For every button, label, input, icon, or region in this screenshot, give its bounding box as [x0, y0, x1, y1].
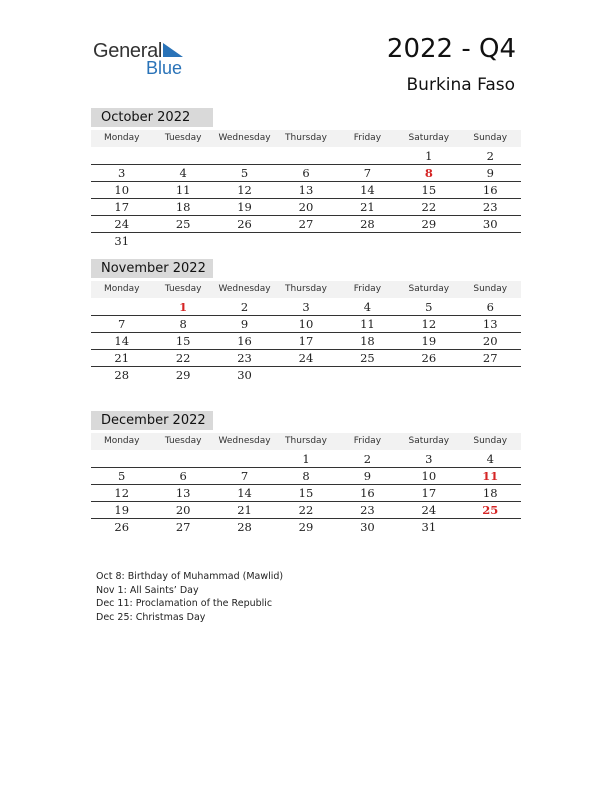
- day-cell: 2: [486, 149, 494, 163]
- day-cell: [337, 148, 398, 164]
- weekday-label: Sunday: [473, 436, 508, 446]
- day-cell: 26: [114, 520, 130, 534]
- month-title: October 2022: [91, 108, 213, 127]
- day-cell: 9: [363, 469, 372, 483]
- weekday-label: Tuesday: [164, 133, 202, 143]
- day-cell: 28: [360, 217, 375, 231]
- day-cell: 17: [298, 334, 314, 348]
- day-cell: 20: [175, 503, 191, 517]
- day-cell: 10: [298, 317, 314, 331]
- month-october: [91, 108, 521, 249]
- day-cell: 5: [425, 300, 433, 314]
- day-cell: 22: [298, 503, 314, 517]
- day-cell: 31: [421, 520, 437, 534]
- day-cell: 16: [482, 183, 498, 197]
- day-cell: 10: [421, 469, 437, 483]
- week-row: [91, 519, 521, 535]
- weekday-header: [91, 281, 521, 298]
- week-row: [91, 148, 521, 165]
- day-cell: [91, 451, 152, 467]
- weekday-label: Monday: [103, 284, 140, 294]
- weekday-label: Monday: [103, 133, 140, 143]
- day-cell: 13: [482, 317, 498, 331]
- day-cell: 29: [421, 217, 437, 231]
- day-cell: 6: [179, 469, 187, 483]
- day-cell: 6: [302, 166, 310, 180]
- day-cell: [214, 233, 275, 249]
- day-cell: 3: [118, 166, 126, 180]
- weekday-label: Saturday: [408, 436, 450, 446]
- week-row: [91, 182, 521, 199]
- holiday-day-cell: 11: [482, 469, 499, 483]
- day-cell: 11: [175, 183, 191, 197]
- holiday-note: Dec 25: Christmas Day: [96, 611, 206, 623]
- day-cell: 4: [486, 452, 494, 466]
- day-cell: 30: [482, 217, 498, 231]
- day-cell: 28: [237, 520, 252, 534]
- day-cell: 16: [237, 334, 252, 348]
- day-cell: 12: [237, 183, 252, 197]
- day-cell: 4: [179, 166, 187, 180]
- day-cell: 16: [360, 486, 375, 500]
- holiday-note: Dec 11: Proclamation of the Republic: [96, 598, 273, 609]
- day-cell: 7: [240, 469, 249, 483]
- month-title: November 2022: [91, 259, 213, 278]
- page-title: 2022 - Q4: [386, 34, 516, 64]
- week-row: [91, 299, 521, 316]
- day-cell: [275, 233, 336, 249]
- day-cell: 19: [114, 503, 130, 517]
- day-cell: [398, 233, 459, 249]
- week-row: [91, 468, 521, 485]
- logo-text-blue: Blue: [146, 58, 183, 78]
- day-cell: [337, 367, 398, 383]
- day-cell: 29: [298, 520, 314, 534]
- day-cell: 27: [175, 520, 191, 534]
- day-cell: 22: [421, 200, 437, 214]
- weekday-label: Wednesday: [218, 284, 271, 294]
- weekday-header: [91, 433, 521, 450]
- country-name: Burkina Faso: [406, 75, 515, 95]
- day-cell: 25: [175, 217, 191, 231]
- day-cell: 18: [482, 486, 498, 500]
- weekday-label: Friday: [353, 284, 382, 294]
- day-cell: 21: [360, 200, 375, 214]
- day-cell: 22: [175, 351, 191, 365]
- day-cell: 24: [421, 503, 437, 517]
- month-december: [91, 411, 521, 535]
- week-row: [91, 502, 521, 519]
- day-cell: [275, 367, 336, 383]
- day-cell: 7: [363, 166, 372, 180]
- day-cell: 24: [298, 351, 314, 365]
- day-cell: 3: [302, 300, 310, 314]
- day-cell: 28: [114, 368, 130, 382]
- weekday-label: Sunday: [473, 133, 508, 143]
- day-cell: 14: [237, 486, 252, 500]
- day-cell: 13: [175, 486, 191, 500]
- week-row: [91, 367, 521, 383]
- day-cell: 6: [486, 300, 494, 314]
- day-cell: 21: [237, 503, 252, 517]
- day-cell: 23: [482, 200, 498, 214]
- day-cell: 20: [298, 200, 314, 214]
- week-row: [91, 451, 521, 468]
- day-cell: 31: [114, 234, 130, 248]
- day-cell: 5: [240, 166, 249, 180]
- day-cell: [398, 367, 459, 383]
- day-cell: [91, 299, 152, 315]
- weekday-label: Tuesday: [164, 436, 202, 446]
- day-cell: 4: [363, 300, 372, 314]
- day-cell: [460, 367, 521, 383]
- day-cell: 15: [421, 183, 437, 197]
- week-row: [91, 485, 521, 502]
- week-row: [91, 233, 521, 249]
- day-cell: [460, 233, 521, 249]
- day-cell: 17: [421, 486, 437, 500]
- week-row: [91, 316, 521, 333]
- day-cell: 23: [360, 503, 375, 517]
- week-row: [91, 350, 521, 367]
- weekday-label: Tuesday: [164, 284, 202, 294]
- day-cell: 3: [425, 452, 433, 466]
- day-cell: [460, 519, 521, 535]
- holiday-note: Oct 8: Birthday of Muhammad (Mawlid): [96, 571, 284, 582]
- month-november: [91, 259, 521, 383]
- day-cell: 23: [237, 351, 252, 365]
- day-cell: 2: [240, 300, 249, 314]
- weekday-label: Wednesday: [218, 436, 271, 446]
- day-cell: 21: [114, 351, 130, 365]
- day-cell: 14: [114, 334, 130, 348]
- day-cell: 20: [482, 334, 498, 348]
- week-row: [91, 199, 521, 216]
- day-cell: 10: [114, 183, 130, 197]
- day-cell: [152, 451, 213, 467]
- logo-triangle-icon: [161, 43, 185, 59]
- day-cell: 12: [114, 486, 130, 500]
- day-cell: 13: [298, 183, 314, 197]
- holiday-notes: [96, 570, 283, 624]
- week-row: [91, 216, 521, 233]
- day-cell: 12: [421, 317, 437, 331]
- day-cell: 9: [486, 166, 494, 180]
- week-row: [91, 165, 521, 182]
- weekday-label: Friday: [353, 133, 382, 143]
- day-cell: 19: [237, 200, 252, 214]
- day-cell: 7: [118, 317, 126, 331]
- day-cell: [152, 148, 213, 164]
- day-cell: [214, 451, 275, 467]
- weekday-label: Friday: [353, 436, 382, 446]
- week-row: [91, 333, 521, 350]
- day-cell: 2: [363, 452, 372, 466]
- weekday-header: [91, 130, 521, 147]
- day-cell: 26: [421, 351, 437, 365]
- day-cell: 17: [114, 200, 130, 214]
- day-cell: 25: [360, 351, 375, 365]
- day-cell: 1: [302, 452, 310, 466]
- weekday-label: Saturday: [408, 284, 450, 294]
- day-cell: 8: [302, 469, 310, 483]
- day-cell: 1: [425, 149, 433, 163]
- holiday-day-cell: 1: [179, 300, 188, 314]
- day-cell: [275, 148, 336, 164]
- weekday-label: Saturday: [408, 133, 450, 143]
- month-title: December 2022: [91, 411, 213, 430]
- weekday-label: Wednesday: [218, 133, 271, 143]
- day-cell: 27: [298, 217, 314, 231]
- day-cell: 5: [118, 469, 126, 483]
- weekday-label: Thursday: [285, 436, 327, 446]
- logo-text-general: General: [93, 40, 163, 62]
- weekday-label: Thursday: [285, 133, 327, 143]
- day-cell: 19: [421, 334, 437, 348]
- weekday-label: Sunday: [473, 284, 508, 294]
- day-cell: 27: [482, 351, 498, 365]
- weekday-label: Monday: [103, 436, 140, 446]
- day-cell: 14: [360, 183, 375, 197]
- day-cell: 15: [298, 486, 314, 500]
- day-cell: 30: [237, 368, 252, 382]
- day-cell: 18: [360, 334, 375, 348]
- day-cell: 9: [240, 317, 249, 331]
- holiday-day-cell: 25: [482, 503, 499, 517]
- day-cell: 24: [114, 217, 130, 231]
- day-cell: 15: [175, 334, 191, 348]
- day-cell: 26: [237, 217, 252, 231]
- logo: [93, 40, 193, 80]
- weekday-label: Thursday: [285, 284, 327, 294]
- day-cell: [91, 148, 152, 164]
- day-cell: [337, 233, 398, 249]
- day-cell: 18: [175, 200, 191, 214]
- day-cell: 30: [360, 520, 375, 534]
- day-cell: 11: [360, 317, 375, 331]
- day-cell: [152, 233, 213, 249]
- holiday-note: Nov 1: All Saints’ Day: [96, 584, 199, 596]
- day-cell: 8: [179, 317, 187, 331]
- day-cell: 29: [175, 368, 191, 382]
- day-cell: [214, 148, 275, 164]
- holiday-day-cell: 8: [424, 166, 433, 180]
